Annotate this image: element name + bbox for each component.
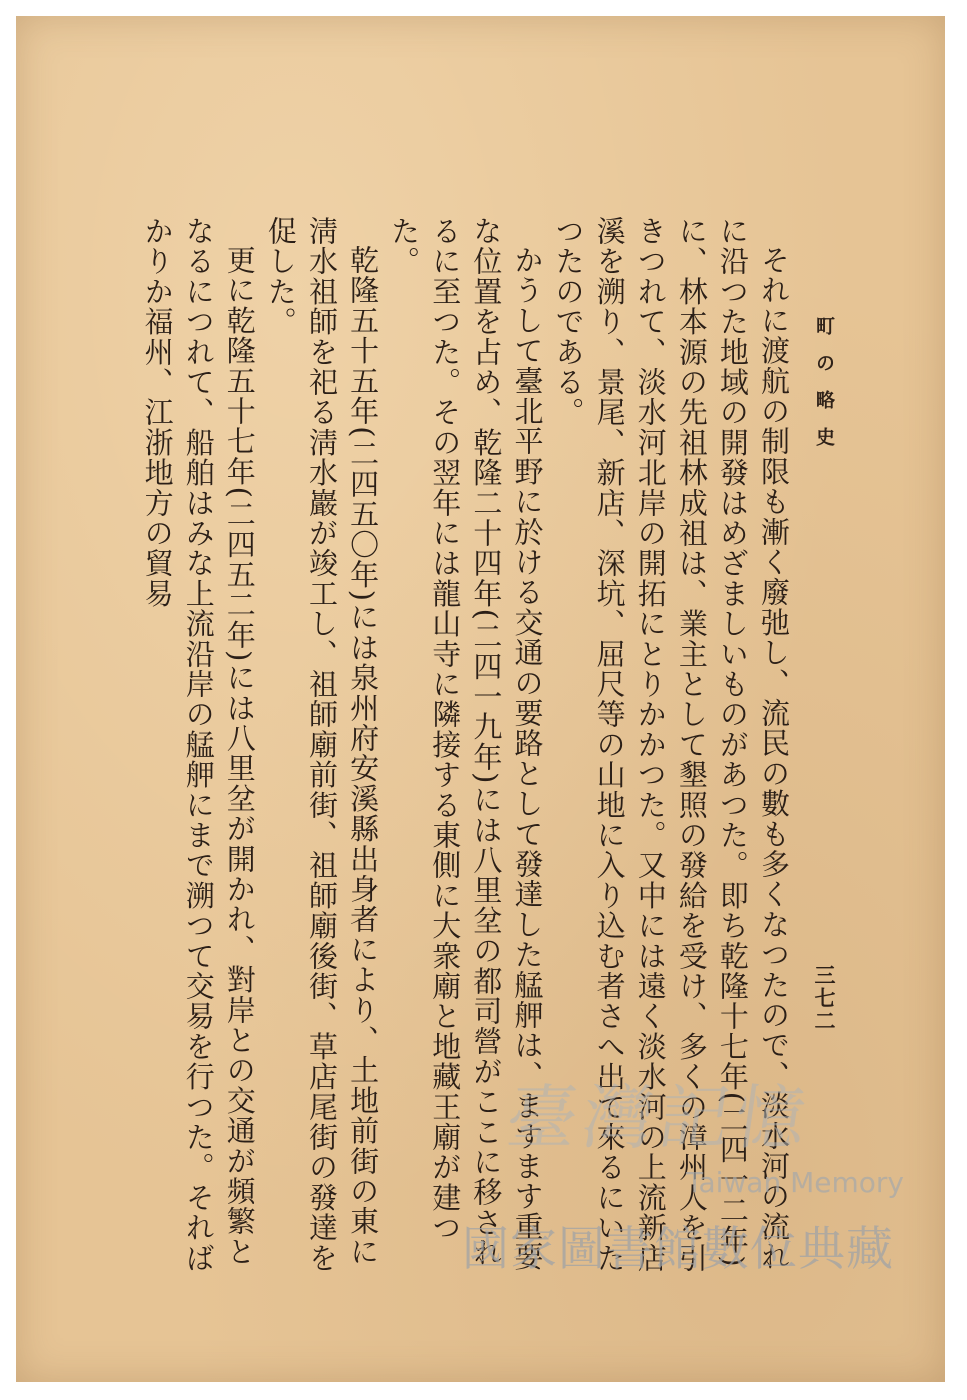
watermark-organization: 國家圖書館數位典藏 (462, 1222, 894, 1277)
page-number: 三七二 (812, 964, 837, 1033)
paragraph: 更に乾隆五十七年(二四五二年)には八里坌が開かれ、對岸との交通が頻繁となるにつれて、船舶はみな上流沿岸の艋舺にまで溯つて交易を行つた。そればかりか福州、江浙地方の貿易 (140, 216, 257, 1273)
running-header: 町の略史 (813, 316, 835, 464)
watermark-english: Taiwan Memory (686, 1166, 904, 1199)
paragraph: それに渡航の制限も漸く廢弛し、流民の數も多くなつたので、淡水河の流れに沿つた地域の開發はめざましいものがあつた。即ち乾隆十七年(二四一二年)に、林本源の先祖林成祖は、業主として墾照の發給を受け、多くの漳州人を引きつれて、淡水河北岸の開拓にとりかかつた。又中には遠く淡水河の上流新店溪を溯り、景尾、新店、深坑、屈尺等の山地に入り込む者さへ出て來るにいたつたのである。 (551, 216, 791, 1274)
paragraph: かうして臺北平野に於ける交通の要路として發達した艋舺は、ますます重要な位置を占め、乾隆二十四年(二四一九年)には八里坌の都司營がここに移されるに至つた。その翌年には龍山寺に隣接する東側に大衆廟と地藏王廟が建つた。 (387, 216, 545, 1272)
watermark-logo: 臺灣記憶 (501, 1077, 817, 1159)
paragraph: 乾隆五十五年(二四五〇年)には泉州府安溪縣出身者により、土地前街の東に淸水祖師を祀る淸水巖が竣工し、祖師廟前街、祖師廟後街、草店尾街の發達を促した。 (263, 216, 381, 1273)
